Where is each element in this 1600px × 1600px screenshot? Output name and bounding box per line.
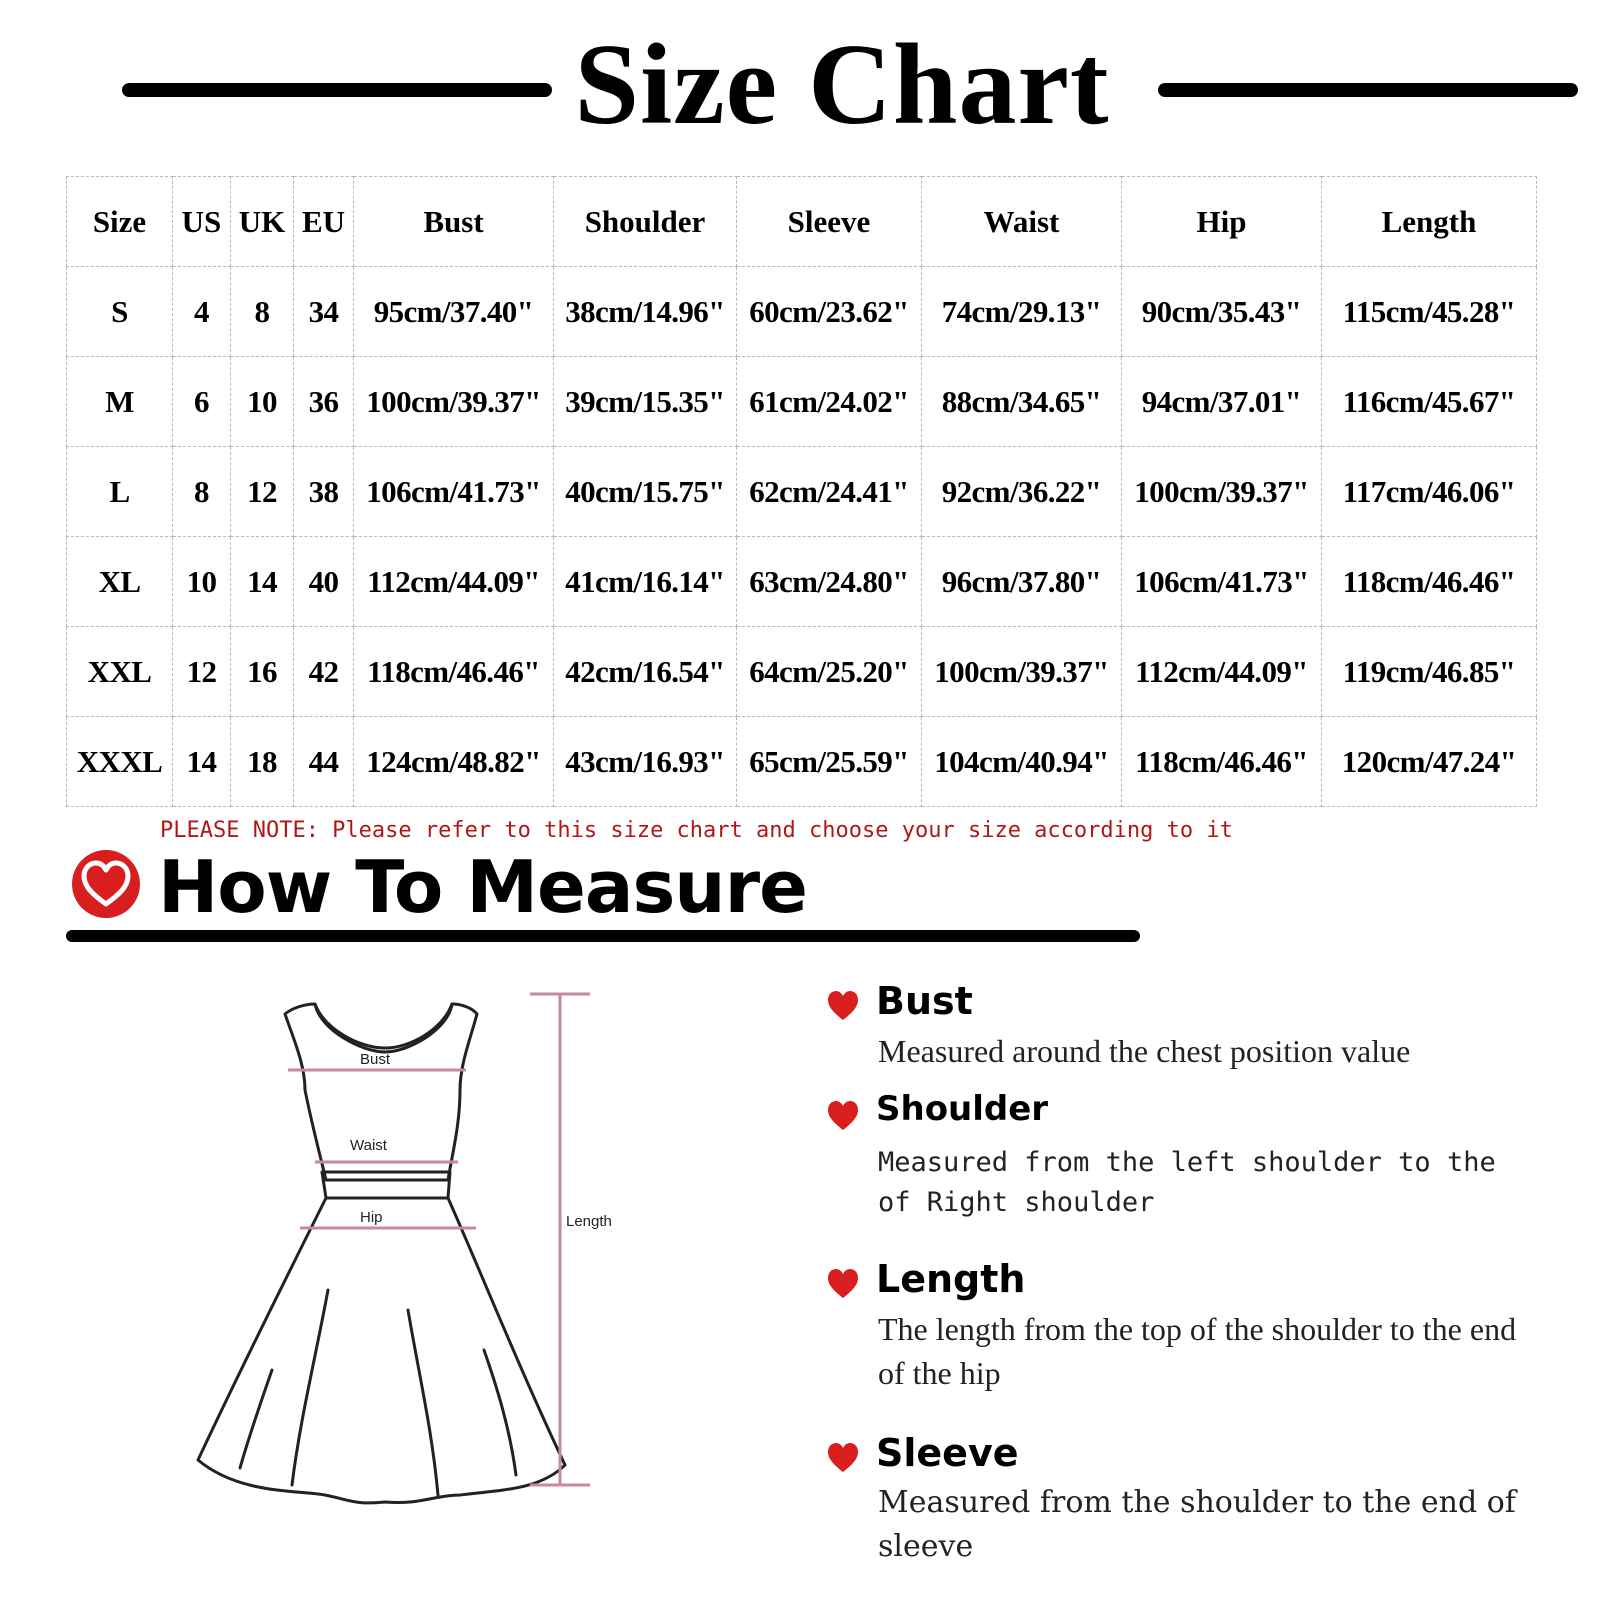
table-cell: 18 <box>231 717 294 807</box>
header-hip: Hip <box>1122 177 1322 267</box>
measure-lines <box>288 994 590 1485</box>
table-cell: 104cm/40.94" <box>922 717 1122 807</box>
dress-diagram <box>180 990 660 1550</box>
measure-heading: How To Measure <box>158 845 807 929</box>
diagram-label-hip: Hip <box>360 1209 383 1226</box>
measure-heading-rule <box>66 930 1140 942</box>
definition-text: The length from the top of the shoulder to the end of the hip <box>878 1311 1517 1391</box>
heart-icon <box>826 989 860 1023</box>
table-row <box>67 447 1537 537</box>
table-cell: 63cm/24.80" <box>737 537 922 627</box>
table-cell: 4 <box>173 267 231 357</box>
table-cell: 62cm/24.41" <box>737 447 922 537</box>
table-cell: 118cm/46.46" <box>354 627 554 717</box>
table-cell: 117cm/46.06" <box>1322 447 1537 537</box>
table-cell: 118cm/46.46" <box>1322 537 1537 627</box>
header-shoulder: Shoulder <box>554 177 737 267</box>
table-cell: 124cm/48.82" <box>354 717 554 807</box>
table-cell: 115cm/45.28" <box>1322 267 1537 357</box>
table-cell: S <box>67 267 173 357</box>
table-cell: 61cm/24.02" <box>737 357 922 447</box>
table-cell: 65cm/25.59" <box>737 717 922 807</box>
heart-icon <box>826 1441 860 1475</box>
table-cell: 38 <box>294 447 354 537</box>
table-cell: XXL <box>67 627 173 717</box>
table-cell: 112cm/44.09" <box>354 537 554 627</box>
table-header-row <box>67 177 1537 267</box>
table-row <box>67 267 1537 357</box>
definition-text: Measured from the left shoulder to the of Right shoulder <box>878 1147 1496 1218</box>
table-cell: 39cm/15.35" <box>554 357 737 447</box>
header-waist: Waist <box>922 177 1122 267</box>
table-row <box>67 537 1537 627</box>
header-eu: EU <box>294 177 354 267</box>
heart-icon <box>826 1267 860 1301</box>
header-size: Size <box>67 177 173 267</box>
table-cell: 34 <box>294 267 354 357</box>
table-cell: 36 <box>294 357 354 447</box>
table-cell: 10 <box>231 357 294 447</box>
table-cell: 12 <box>173 627 231 717</box>
title-rule-right <box>1158 83 1578 97</box>
header-uk: UK <box>231 177 294 267</box>
table-cell: 40cm/15.75" <box>554 447 737 537</box>
page-title: Size Chart <box>574 21 1110 149</box>
definition-title: Sleeve <box>876 1431 1019 1475</box>
diagram-label-waist: Waist <box>350 1137 387 1154</box>
table-cell: 106cm/41.73" <box>1122 537 1322 627</box>
table-cell: 100cm/39.37" <box>922 627 1122 717</box>
table-cell: M <box>67 357 173 447</box>
table-cell: 118cm/46.46" <box>1122 717 1322 807</box>
table-cell: 44 <box>294 717 354 807</box>
header-sleeve: Sleeve <box>737 177 922 267</box>
table-row <box>67 627 1537 717</box>
table-cell: 106cm/41.73" <box>354 447 554 537</box>
table-cell: 42cm/16.54" <box>554 627 737 717</box>
table-cell: 95cm/37.40" <box>354 267 554 357</box>
table-cell: 88cm/34.65" <box>922 357 1122 447</box>
table-cell: 40 <box>294 537 354 627</box>
dress-outline <box>198 1004 565 1503</box>
definition-title: Bust <box>876 979 973 1023</box>
table-cell: XXXL <box>67 717 173 807</box>
table-cell: 14 <box>173 717 231 807</box>
table-cell: 100cm/39.37" <box>1122 447 1322 537</box>
table-cell: 12 <box>231 447 294 537</box>
definition-text: Measured around the chest position value <box>878 1033 1411 1069</box>
diagram-label-bust: Bust <box>360 1051 391 1068</box>
title-rule-left <box>122 83 552 97</box>
header-bust: Bust <box>354 177 554 267</box>
table-cell: 14 <box>231 537 294 627</box>
size-note: PLEASE NOTE: Please refer to this size chart and choose your size according to it <box>160 818 1233 843</box>
header-us: US <box>173 177 231 267</box>
table-row <box>67 717 1537 807</box>
table-cell: 100cm/39.37" <box>354 357 554 447</box>
heart-badge-icon <box>70 848 142 920</box>
definition-title: Shoulder <box>876 1089 1049 1129</box>
table-row <box>67 357 1537 447</box>
table-cell: 74cm/29.13" <box>922 267 1122 357</box>
table-cell: 60cm/23.62" <box>737 267 922 357</box>
table-cell: 96cm/37.80" <box>922 537 1122 627</box>
table-cell: 92cm/36.22" <box>922 447 1122 537</box>
definition-title: Length <box>876 1257 1026 1301</box>
size-table <box>66 176 1537 807</box>
diagram-label-length: Length <box>566 1213 612 1230</box>
table-cell: 10 <box>173 537 231 627</box>
table-cell: 64cm/25.20" <box>737 627 922 717</box>
header-length: Length <box>1322 177 1537 267</box>
table-cell: 43cm/16.93" <box>554 717 737 807</box>
table-cell: 116cm/45.67" <box>1322 357 1537 447</box>
table-cell: L <box>67 447 173 537</box>
table-cell: 16 <box>231 627 294 717</box>
table-cell: 6 <box>173 357 231 447</box>
table-cell: 90cm/35.43" <box>1122 267 1322 357</box>
table-cell: 112cm/44.09" <box>1122 627 1322 717</box>
table-cell: 42 <box>294 627 354 717</box>
table-cell: 41cm/16.14" <box>554 537 737 627</box>
table-cell: 119cm/46.85" <box>1322 627 1537 717</box>
table-cell: 8 <box>231 267 294 357</box>
table-cell: XL <box>67 537 173 627</box>
table-cell: 94cm/37.01" <box>1122 357 1322 447</box>
table-cell: 120cm/47.24" <box>1322 717 1537 807</box>
heart-icon <box>826 1099 860 1133</box>
table-cell: 8 <box>173 447 231 537</box>
table-cell: 38cm/14.96" <box>554 267 737 357</box>
definition-text: Measured from the shoulder to the end of sleeve <box>878 1485 1516 1564</box>
